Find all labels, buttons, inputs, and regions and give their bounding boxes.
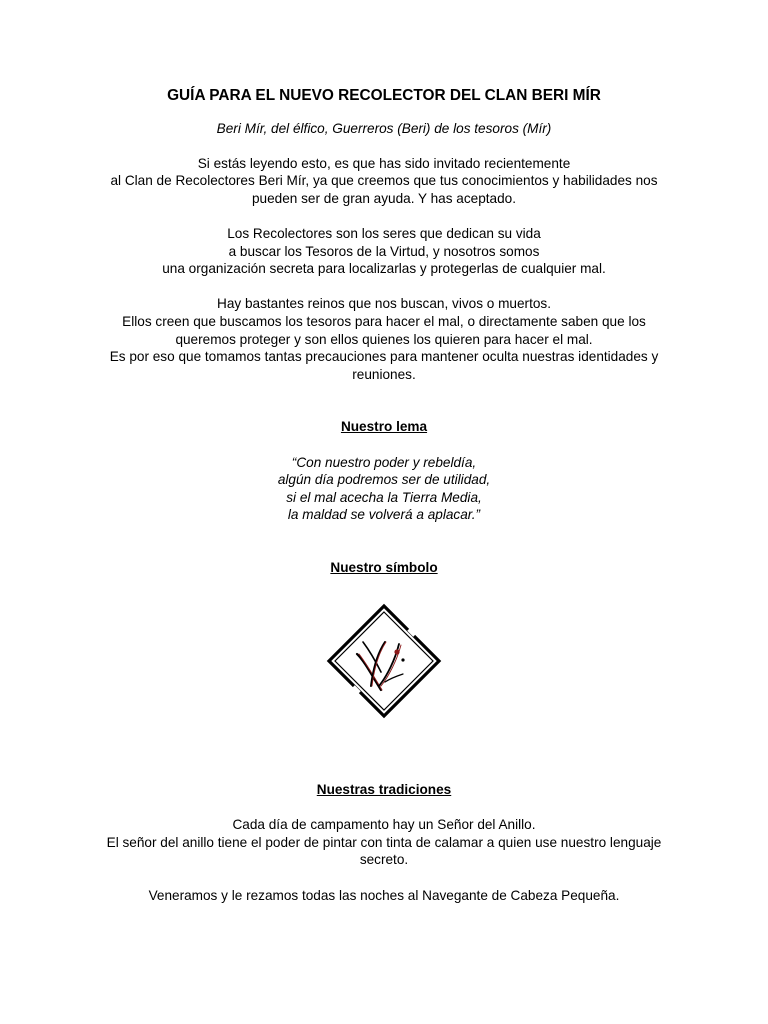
document-subtitle: Beri Mír, del élfico, Guerreros (Beri) de los tesoros (Mír) [216, 121, 552, 136]
motto-heading: Nuestro lema [340, 419, 428, 435]
paragraph-line: pueden ser de gran ayuda. Y has aceptado. [251, 190, 517, 206]
motto-verse [84, 454, 684, 524]
paragraph-line: Hay bastantes reinos que nos buscan, vivos o muertos. [217, 296, 551, 312]
intro-paragraph [84, 155, 684, 208]
paragraph-line: reuniones. [352, 366, 416, 382]
motto-line: si el mal acecha la Tierra Media, [286, 489, 482, 505]
traditions-paragraph [84, 816, 684, 869]
document-title: GUÍA PARA EL NUEVO RECOLECTOR DEL CLAN BERI MÍR [167, 87, 601, 104]
recolectores-paragraph [84, 225, 684, 278]
motto-line: “Con nuestro poder y rebeldía, [291, 454, 477, 470]
paragraph-line: al Clan de Recolectores Beri Mír, ya que creemos que tus conocimientos y habilidades nos [110, 173, 658, 189]
paragraph-line: Veneramos y le rezamos todas las noches al Navegante de Cabeza Pequeña. [148, 887, 620, 903]
traditions-heading: Nuestras tradiciones [316, 782, 452, 797]
paragraph-line: Es por eso que tomamos tantas precauciones para mantener oculta nuestras identidades y [109, 349, 659, 365]
reinos-paragraph [84, 295, 684, 383]
paragraph-line: Los Recolectores son los seres que dedican su vida [227, 225, 541, 241]
symbol-heading: Nuestro símbolo [330, 559, 438, 575]
paragraph-line: Cada día de campamento hay un Señor del Anillo. [232, 817, 536, 833]
motto-line: algún día podremos ser de utilidad, [277, 472, 491, 488]
paragraph-line: secreto. [359, 852, 409, 868]
document-page [84, 86, 684, 594]
paragraph-line: Ellos creen que buscamos los tesoros para hacer el mal, o directamente saben que los [122, 313, 646, 329]
paragraph-line: queremos proteger y son ellos quienes los quieren para hacer el mal. [175, 331, 593, 347]
motto-line: la maldad se volverá a aplacar.” [287, 507, 481, 523]
clan-diamond-emblem-icon [311, 602, 457, 722]
paragraph-line: una organización secreta para localizarlas y protegerlas de cualquier mal. [162, 261, 606, 277]
traditions-section [84, 781, 684, 922]
paragraph-line: a buscar los Tesoros de la Virtud, y nosotros somos [228, 243, 540, 259]
paragraph-line: El señor del anillo tiene el poder de pintar con tinta de calamar a quien use nuestro lenguaje [106, 834, 662, 850]
paragraph-line: Si estás leyendo esto, es que has sido invitado recientemente [197, 155, 571, 171]
navegante-paragraph [84, 887, 684, 905]
